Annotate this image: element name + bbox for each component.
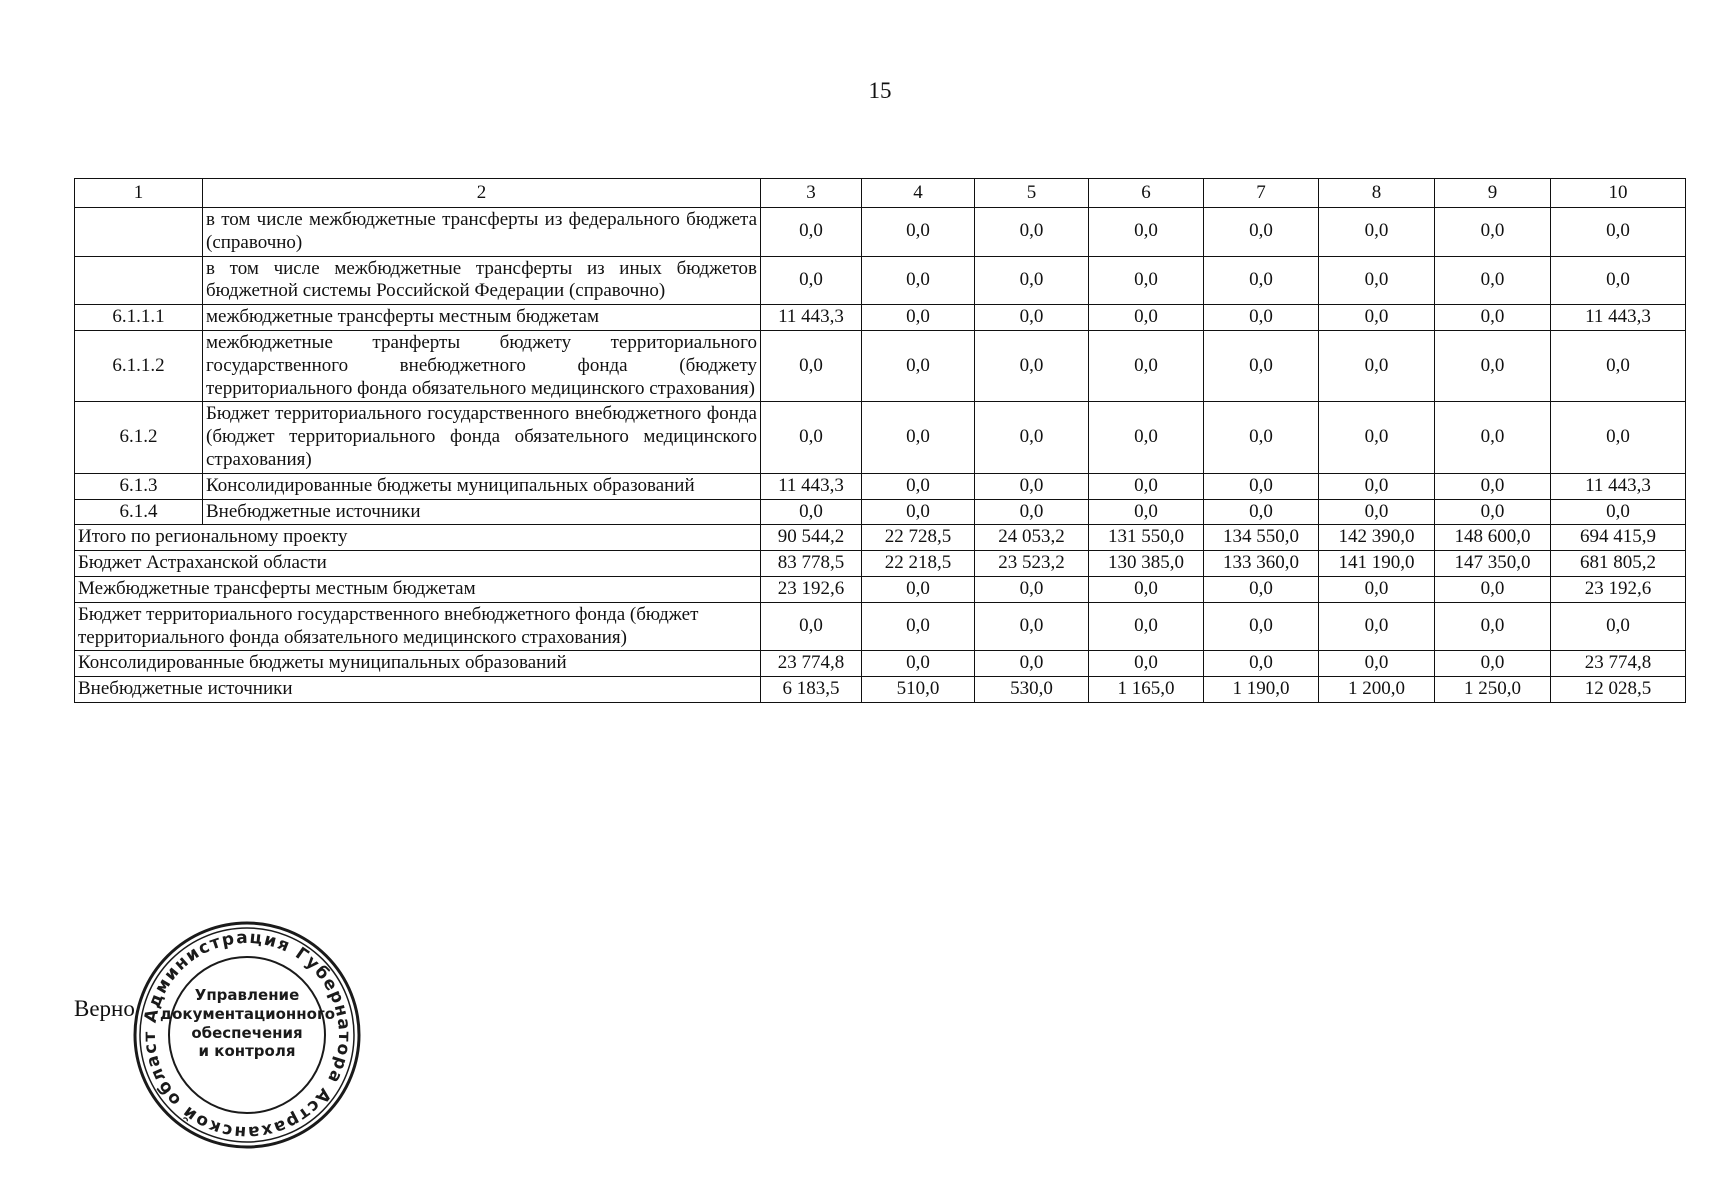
value-cell: 11 443,3: [761, 473, 862, 499]
value-cell: 0,0: [1435, 208, 1551, 257]
value-cell: 0,0: [1204, 499, 1319, 525]
total-value-cell: 142 390,0: [1319, 525, 1435, 551]
value-cell: 0,0: [862, 208, 975, 257]
total-value-cell: 6 183,5: [761, 677, 862, 703]
row-code: 6.1.3: [75, 473, 203, 499]
column-header: 10: [1551, 179, 1686, 208]
row-label: в том числе межбюджетные трансферты из федерального бюджета (справочно): [203, 208, 761, 257]
value-cell: 0,0: [761, 499, 862, 525]
total-value-cell: 23 523,2: [975, 551, 1089, 577]
column-header: 2: [203, 179, 761, 208]
verno-text: Верно: [74, 996, 135, 1021]
total-row: [75, 525, 1686, 551]
total-label: Итого по региональному проекту: [75, 525, 761, 551]
total-value-cell: 0,0: [1204, 576, 1319, 602]
total-label: Межбюджетные трансферты местным бюджетам: [75, 576, 761, 602]
total-value-cell: 24 053,2: [975, 525, 1089, 551]
column-header: 9: [1435, 179, 1551, 208]
total-value-cell: 0,0: [1089, 651, 1204, 677]
value-cell: 0,0: [1204, 256, 1319, 305]
total-value-cell: 0,0: [1204, 602, 1319, 651]
total-row: [75, 651, 1686, 677]
value-cell: 0,0: [975, 499, 1089, 525]
value-cell: 0,0: [1435, 330, 1551, 401]
row-code: [75, 256, 203, 305]
value-cell: 0,0: [1089, 256, 1204, 305]
column-header: 5: [975, 179, 1089, 208]
value-cell: 0,0: [1089, 208, 1204, 257]
table-body: [75, 179, 1686, 703]
value-cell: 0,0: [1204, 402, 1319, 473]
value-cell: 0,0: [975, 402, 1089, 473]
row-label: Внебюджетные источники: [203, 499, 761, 525]
value-cell: 0,0: [975, 208, 1089, 257]
total-label: Бюджет Астраханской области: [75, 551, 761, 577]
total-value-cell: 133 360,0: [1204, 551, 1319, 577]
value-cell: 0,0: [1319, 473, 1435, 499]
value-cell: 0,0: [862, 402, 975, 473]
value-cell: 11 443,3: [1551, 305, 1686, 331]
value-cell: 0,0: [1319, 402, 1435, 473]
value-cell: 0,0: [975, 305, 1089, 331]
value-cell: 0,0: [1089, 473, 1204, 499]
value-cell: 0,0: [1089, 499, 1204, 525]
value-cell: 0,0: [1319, 208, 1435, 257]
total-value-cell: 0,0: [761, 602, 862, 651]
value-cell: 0,0: [862, 330, 975, 401]
total-value-cell: 1 165,0: [1089, 677, 1204, 703]
row-code: 6.1.1.1: [75, 305, 203, 331]
value-cell: 0,0: [975, 473, 1089, 499]
table-header-row: [75, 179, 1686, 208]
total-value-cell: 90 544,2: [761, 525, 862, 551]
total-value-cell: 0,0: [862, 576, 975, 602]
total-value-cell: 134 550,0: [1204, 525, 1319, 551]
total-value-cell: 0,0: [1089, 576, 1204, 602]
value-cell: 0,0: [1435, 402, 1551, 473]
total-value-cell: 23 192,6: [1551, 576, 1686, 602]
value-cell: 0,0: [1204, 208, 1319, 257]
total-value-cell: 148 600,0: [1435, 525, 1551, 551]
total-label: Внебюджетные источники: [75, 677, 761, 703]
total-value-cell: 22 728,5: [862, 525, 975, 551]
value-cell: 0,0: [1435, 473, 1551, 499]
total-value-cell: 0,0: [1319, 602, 1435, 651]
column-header: 4: [862, 179, 975, 208]
total-value-cell: 1 200,0: [1319, 677, 1435, 703]
budget-table: [74, 178, 1686, 703]
total-value-cell: 83 778,5: [761, 551, 862, 577]
column-header: 7: [1204, 179, 1319, 208]
total-value-cell: 147 350,0: [1435, 551, 1551, 577]
svg-text:Администрация Губернатора Астр: Администрация Губернатора Астраханской област: [139, 927, 355, 1143]
row-label: в том числе межбюджетные трансферты из иных бюджетов бюджетной системы Российской Федерации (справочно): [203, 256, 761, 305]
table-row: [75, 305, 1686, 331]
value-cell: 0,0: [761, 208, 862, 257]
value-cell: 0,0: [1435, 256, 1551, 305]
total-label: Консолидированные бюджеты муниципальных образований: [75, 651, 761, 677]
value-cell: 11 443,3: [1551, 473, 1686, 499]
total-value-cell: 694 415,9: [1551, 525, 1686, 551]
total-value-cell: 0,0: [1204, 651, 1319, 677]
total-value-cell: 0,0: [1319, 651, 1435, 677]
total-value-cell: 0,0: [1435, 651, 1551, 677]
total-row: [75, 576, 1686, 602]
total-row: [75, 677, 1686, 703]
table-row: [75, 208, 1686, 257]
total-value-cell: 0,0: [1435, 602, 1551, 651]
value-cell: 0,0: [862, 256, 975, 305]
total-value-cell: 0,0: [1319, 576, 1435, 602]
value-cell: 0,0: [1204, 330, 1319, 401]
row-label: Консолидированные бюджеты муниципальных образований: [203, 473, 761, 499]
total-value-cell: 130 385,0: [1089, 551, 1204, 577]
value-cell: 0,0: [1319, 305, 1435, 331]
value-cell: 0,0: [1551, 330, 1686, 401]
value-cell: 0,0: [1551, 256, 1686, 305]
column-header: 6: [1089, 179, 1204, 208]
total-value-cell: 12 028,5: [1551, 677, 1686, 703]
total-value-cell: 23 774,8: [1551, 651, 1686, 677]
value-cell: 0,0: [1089, 305, 1204, 331]
table-row: [75, 402, 1686, 473]
total-value-cell: 22 218,5: [862, 551, 975, 577]
total-value-cell: 0,0: [1435, 576, 1551, 602]
value-cell: 0,0: [975, 330, 1089, 401]
value-cell: 0,0: [1551, 208, 1686, 257]
table-row: [75, 473, 1686, 499]
value-cell: 0,0: [1319, 256, 1435, 305]
row-code: 6.1.4: [75, 499, 203, 525]
value-cell: 0,0: [761, 402, 862, 473]
column-header: 3: [761, 179, 862, 208]
total-value-cell: 0,0: [975, 651, 1089, 677]
total-value-cell: 1 250,0: [1435, 677, 1551, 703]
total-value-cell: 1 190,0: [1204, 677, 1319, 703]
value-cell: 0,0: [1319, 330, 1435, 401]
value-cell: 0,0: [862, 473, 975, 499]
total-value-cell: 510,0: [862, 677, 975, 703]
total-value-cell: 0,0: [862, 651, 975, 677]
value-cell: 0,0: [1551, 402, 1686, 473]
value-cell: 0,0: [1435, 499, 1551, 525]
total-row: [75, 551, 1686, 577]
stamp-center-text: Управление документационного обеспечения и контроля: [160, 986, 336, 1061]
official-stamp: [132, 920, 362, 1150]
row-label: межбюджетные трансферты местным бюджетам: [203, 305, 761, 331]
column-header: 8: [1319, 179, 1435, 208]
value-cell: 0,0: [761, 256, 862, 305]
value-cell: 0,0: [862, 499, 975, 525]
total-value-cell: 0,0: [975, 576, 1089, 602]
value-cell: 0,0: [1435, 305, 1551, 331]
value-cell: 0,0: [862, 305, 975, 331]
total-row: [75, 602, 1686, 651]
row-code: 6.1.1.2: [75, 330, 203, 401]
total-value-cell: 0,0: [975, 602, 1089, 651]
row-code: [75, 208, 203, 257]
column-header: 1: [75, 179, 203, 208]
value-cell: 0,0: [761, 330, 862, 401]
total-value-cell: 0,0: [1551, 602, 1686, 651]
row-code: 6.1.2: [75, 402, 203, 473]
row-label: Бюджет территориального государственного внебюджетного фонда (бюджет территориального фонда обязательного медицинского страхования): [203, 402, 761, 473]
value-cell: 0,0: [1319, 499, 1435, 525]
total-value-cell: 23 192,6: [761, 576, 862, 602]
total-value-cell: 681 805,2: [1551, 551, 1686, 577]
page-number: 15: [868, 78, 892, 103]
total-label: Бюджет территориального государственного внебюджетного фонда (бюджет территориального фонда обязательного медицинского страхования): [75, 602, 761, 651]
total-value-cell: 0,0: [862, 602, 975, 651]
value-cell: 11 443,3: [761, 305, 862, 331]
table-row: [75, 499, 1686, 525]
total-value-cell: 530,0: [975, 677, 1089, 703]
total-value-cell: 0,0: [1089, 602, 1204, 651]
value-cell: 0,0: [1089, 330, 1204, 401]
value-cell: 0,0: [1551, 499, 1686, 525]
table-row: [75, 256, 1686, 305]
value-cell: 0,0: [1204, 305, 1319, 331]
total-value-cell: 141 190,0: [1319, 551, 1435, 577]
row-label: межбюджетные транферты бюджету территориального государственного внебюджетного фонда (бюджету территориального фонда обязательного медицинского страхования): [203, 330, 761, 401]
total-value-cell: 23 774,8: [761, 651, 862, 677]
value-cell: 0,0: [975, 256, 1089, 305]
total-value-cell: 131 550,0: [1089, 525, 1204, 551]
table-row: [75, 330, 1686, 401]
value-cell: 0,0: [1204, 473, 1319, 499]
value-cell: 0,0: [1089, 402, 1204, 473]
